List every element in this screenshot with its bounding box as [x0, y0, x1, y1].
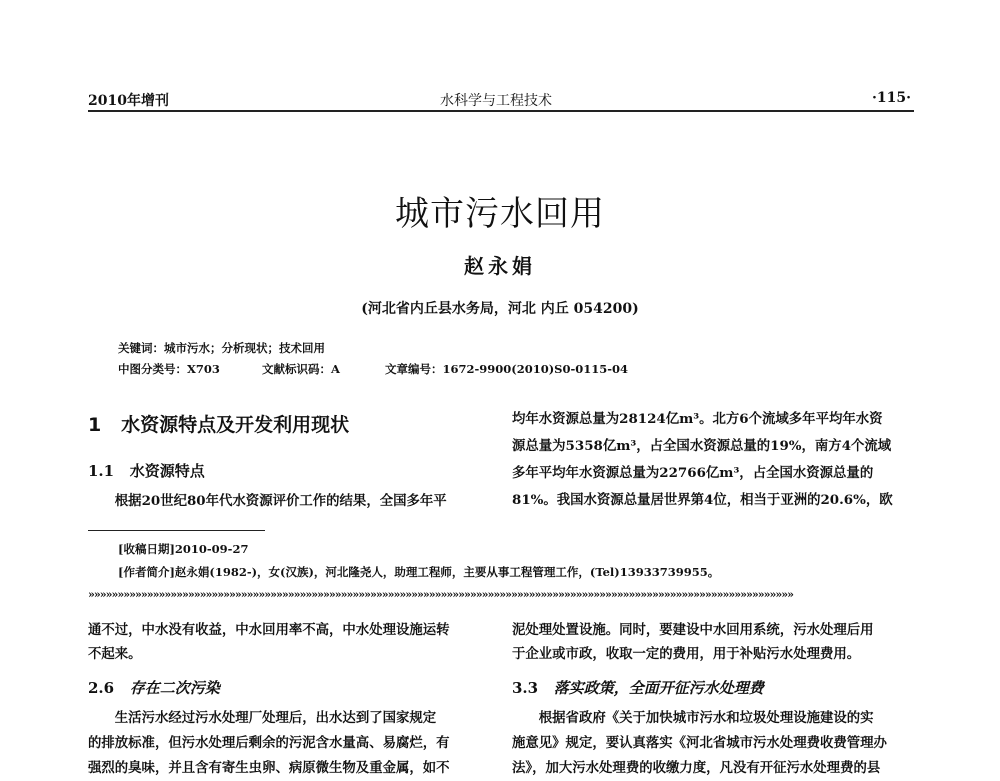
text-line: 不起来。	[88, 646, 142, 662]
text-line: 源总量为5358亿m³，占全国水资源总量的19%，南方4个流域	[512, 438, 892, 454]
received-date: [收稿日期]2010-09-27	[118, 542, 249, 556]
journal-issue: 2010年增刊	[88, 93, 169, 109]
text-line: 施意见》规定，要认真落实《河北省城市污水处理费收费管理办	[512, 735, 887, 751]
page-divider: »»»»»»»»»»»»»»»»»»»»»»»»»»»»»»»»»»»»»»»»»»»»»»»»»»»»»»»»»»»»»»»»»»»»»»»»»»»»»»»»»»»»»»»»»»»»»»»»»»»»»»»»»»»»»»»»»»»»»»»»	[88, 588, 793, 601]
left-column-text	[88, 488, 478, 515]
paper-title: 城市污水回用	[395, 194, 605, 234]
subsection-heading	[88, 677, 220, 698]
text-line: 81%。我国水资源总量居世界第4位，相当于亚洲的20.6%，欧	[512, 492, 893, 508]
text-line: 多年平均年水资源总量为22766亿m³，占全国水资源总量的	[512, 465, 874, 481]
lower-right-column	[512, 618, 914, 666]
text-line: 的排放标准，但污水处理后剩余的污泥含水量高、易腐烂，有	[88, 735, 450, 751]
footnote-rule	[88, 530, 265, 531]
affiliation: (河北省内丘县水务局，河北 内丘 054200)	[361, 301, 639, 317]
text-line: 法》，加大污水处理费的收缴力度，凡没有开征污水处理费的县	[512, 760, 881, 776]
right-column-text	[512, 406, 914, 514]
text-line: 强烈的臭味，并且含有寄生虫卵、病原微生物及重金属，如不	[88, 760, 450, 776]
lower-left-paragraph	[88, 706, 478, 781]
section-heading	[88, 410, 349, 437]
subsection-heading	[512, 677, 764, 698]
subsection-heading	[88, 460, 205, 481]
document-code: 文献标识码：A	[262, 362, 340, 376]
keywords: 关键词：城市污水；分析现状；技术回用	[118, 341, 325, 355]
lower-right-paragraph	[512, 706, 914, 781]
text-line: 生活污水经过污水处理厂处理后，出水达到了国家规定	[114, 710, 437, 726]
section-title: 水资源特点及开发利用现状	[121, 414, 350, 436]
subsection-number: 1.1	[88, 462, 115, 480]
author: 赵永娟	[464, 254, 536, 278]
author-bio: [作者简介]赵永娟(1982-)，女(汉族)，河北隆尧人，助理工程师，主要从事工程管理工作，(Tel)13933739955。	[118, 565, 720, 579]
lower-left-column	[88, 618, 478, 666]
subsection-number: 3.3	[512, 679, 539, 697]
section-number: 1	[88, 414, 102, 436]
subsection-title: 落实政策，全面开征污水处理费	[553, 679, 764, 697]
subsection-title: 存在二次污染	[129, 679, 220, 697]
text-line: 根据省政府《关于加快城市污水和垃圾处理设施建设的实	[538, 710, 874, 726]
journal-name: 水科学与工程技术	[440, 93, 552, 109]
page-number: ·115·	[872, 90, 911, 106]
class-number: 中图分类号：X703	[118, 362, 220, 376]
paragraph: 根据20世纪80年代水资源评价工作的结果，全国多年平	[114, 493, 447, 509]
subsection-title: 水资源特点	[129, 462, 205, 480]
text-line: 泥处理处置设施。同时，要建设中水回用系统，污水处理后用	[512, 622, 874, 638]
subsection-number: 2.6	[88, 679, 115, 697]
header-rule	[88, 110, 914, 112]
text-line: 均年水资源总量为28124亿m³。北方6个流域多年平均年水资	[512, 411, 883, 427]
text-line: 通不过，中水没有收益，中水回用率不高，中水处理设施运转	[88, 622, 450, 638]
article-number: 文章编号：1672-9900(2010)S0-0115-04	[385, 362, 629, 376]
text-line: 于企业或市政，收取一定的费用，用于补贴污水处理费用。	[512, 646, 861, 662]
